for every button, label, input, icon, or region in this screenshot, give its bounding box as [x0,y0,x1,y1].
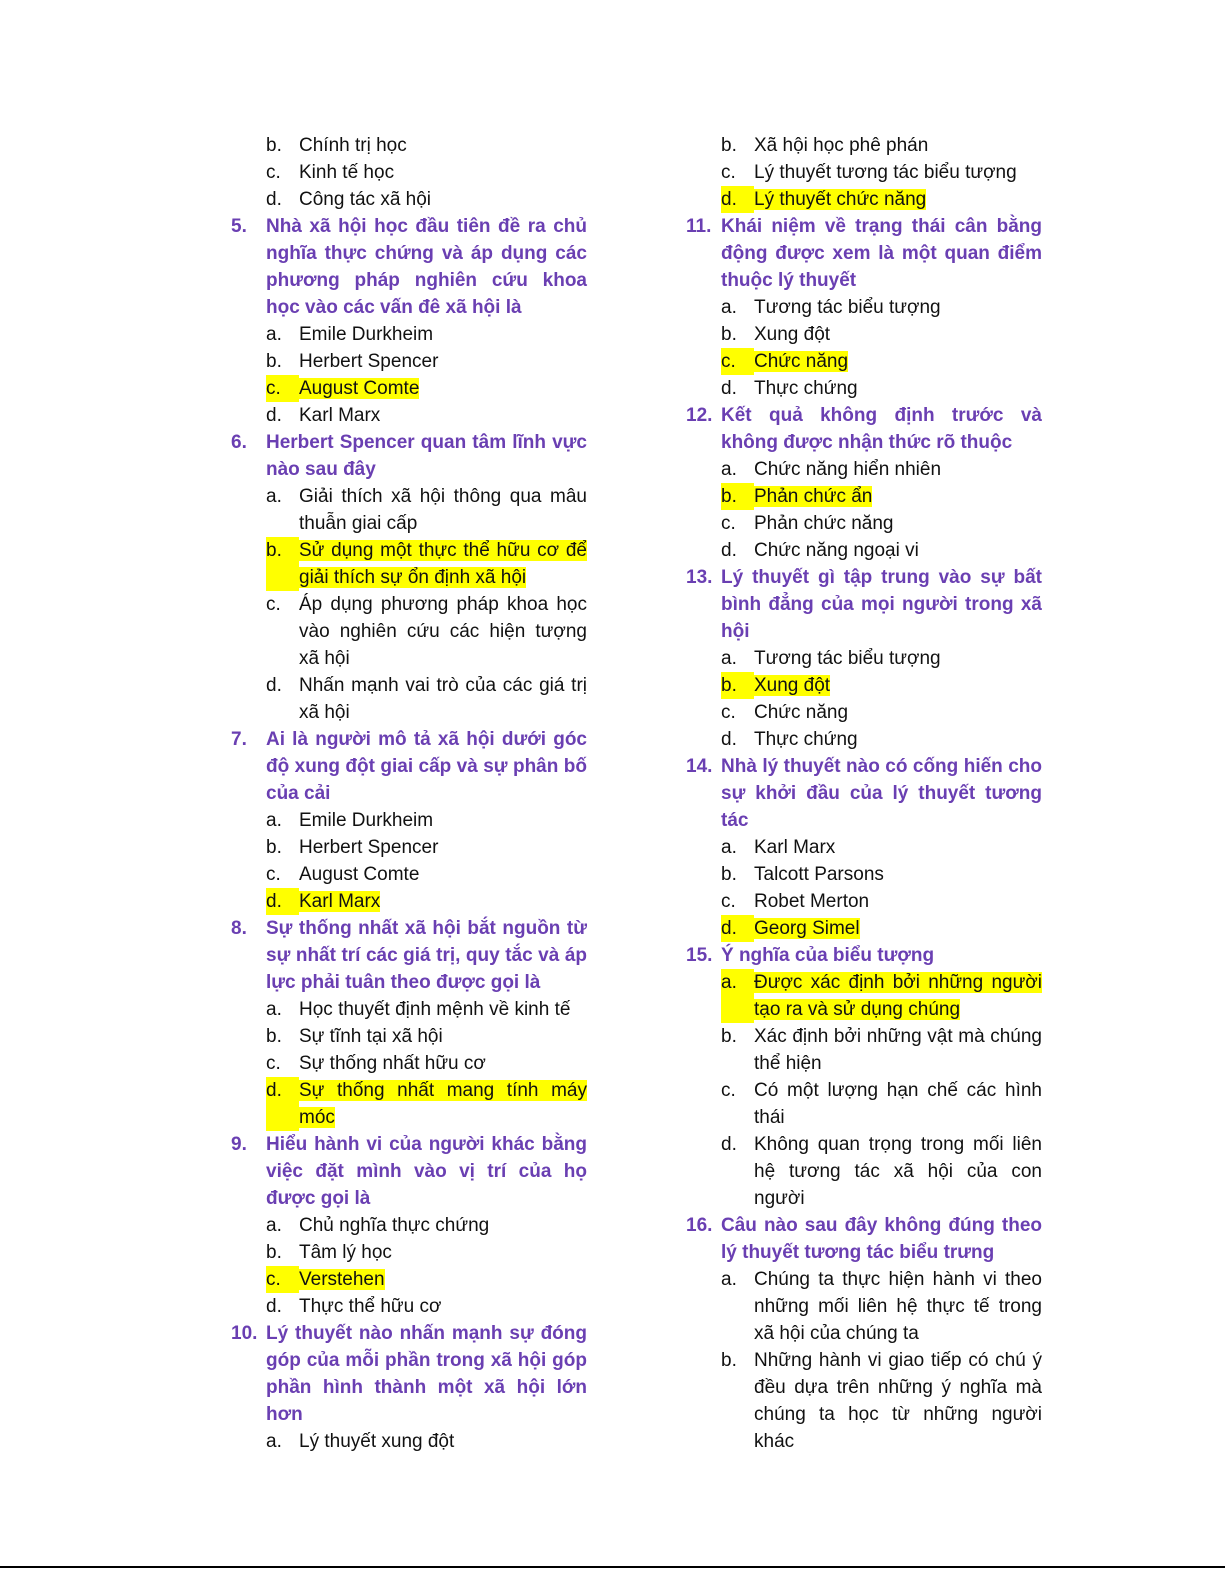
option-text-wrap [299,996,587,1023]
option-letter: b. [266,135,282,156]
question [686,213,1042,294]
option-text-wrap [299,861,587,888]
option-letter: d. [266,675,282,696]
question [686,753,1042,834]
option-text-wrap [754,456,1042,483]
question-text: Nhà lý thuyết nào có cống hiến cho sự khởi đầu của lý thuyết tương tác [721,756,1042,831]
option-text-wrap [754,1347,1042,1455]
answer-option [686,861,1042,888]
answer-option-highlighted [231,888,587,915]
option-text-wrap [754,915,1042,942]
option-letter: b. [266,351,282,372]
answer-option-highlighted [686,483,1042,510]
option-text: Tâm lý học [299,1242,392,1263]
option-text-wrap [299,1293,587,1320]
option-letter: b. [266,1242,282,1263]
option-letter: d. [266,1077,299,1131]
question-number: 16. [686,1215,713,1236]
question-number: 7. [231,729,247,750]
answer-option [686,1131,1042,1212]
answer-option [231,1428,587,1455]
question-number: 14. [686,756,713,777]
option-text: Áp dụng phương pháp khoa học vào nghiên cứu các hiện tượng xã hội [299,594,587,669]
option-text-wrap [299,159,587,186]
option-letter: c. [266,1053,281,1074]
option-text: Karl Marx [754,837,836,858]
option-letter: d. [721,915,754,942]
answer-option [231,186,587,213]
answer-option-highlighted [686,186,1042,213]
option-letter: c. [266,594,281,615]
answer-option [686,510,1042,537]
question-text: Ý nghĩa của biểu tượng [721,945,935,966]
option-text-wrap [754,1131,1042,1212]
option-text-wrap [299,807,587,834]
answer-option [231,834,587,861]
option-letter: c. [721,162,736,183]
option-text-wrap [299,402,587,429]
option-text-wrap [299,1050,587,1077]
option-text: Được xác định bởi những người tạo ra và sử dụng chúng [754,972,1042,1020]
option-text: Giải thích xã hội thông qua mâu thuẫn giai cấp [299,486,587,534]
option-text-wrap [299,1212,587,1239]
option-letter: b. [721,672,754,699]
option-text: Talcott Parsons [754,864,884,885]
option-text-wrap [754,294,1042,321]
option-text: Robet Merton [754,891,870,912]
option-letter: a. [266,1215,282,1236]
answer-option [231,1212,587,1239]
option-text-wrap [299,672,587,726]
option-letter: c. [721,1080,736,1101]
option-text: Herbert Spencer [299,837,439,858]
option-letter: a. [721,297,737,318]
option-letter: b. [266,1026,282,1047]
answer-option [231,861,587,888]
option-text-wrap [754,1023,1042,1077]
option-text: Công tác xã hội [299,189,432,210]
answer-option [231,996,587,1023]
answer-option [686,1023,1042,1077]
option-text: Xung đột [754,675,831,696]
question [231,213,587,321]
option-text-wrap [754,861,1042,888]
question-number: 11. [686,216,712,237]
question-number: 10. [231,1323,258,1344]
option-letter: d. [721,540,737,561]
option-letter: a. [721,459,737,480]
question [686,564,1042,645]
option-text: August Comte [299,378,420,399]
option-text: Thực chứng [754,729,858,750]
answer-option [231,348,587,375]
option-letter: a. [266,486,282,507]
option-text: Chức năng [754,702,849,723]
option-text-wrap [754,1266,1042,1347]
option-text: Sự thống nhất mang tính máy móc [299,1080,587,1128]
left-column [231,132,587,1455]
option-text: Tương tác biểu tượng [754,297,941,318]
answer-option [686,456,1042,483]
option-text-wrap [754,348,1042,375]
option-text-wrap [299,186,587,213]
answer-option [686,645,1042,672]
option-text: Tương tác biểu tượng [754,648,941,669]
option-text: Chức năng [754,351,849,372]
option-text: Chính trị học [299,135,407,156]
option-letter: d. [721,378,737,399]
option-text-wrap [299,1077,587,1131]
answer-option [231,132,587,159]
option-letter: a. [266,324,282,345]
option-text: Chúng ta thực hiện hành vi theo những mối liên hệ thực tế trong xã hội của chúng ta [754,1269,1042,1344]
answer-option [231,591,587,672]
option-text: Thực thể hữu cơ [299,1296,442,1317]
option-text-wrap [754,645,1042,672]
option-text: Karl Marx [299,405,381,426]
answer-option [231,672,587,726]
option-text: Học thuyết định mệnh về kinh tế [299,999,571,1020]
option-letter: d. [266,405,282,426]
option-text-wrap [754,132,1042,159]
option-letter: d. [721,186,754,213]
option-letter: c. [266,375,299,402]
option-text-wrap [754,321,1042,348]
option-text: Thực chứng [754,378,858,399]
answer-option [231,321,587,348]
option-letter: c. [721,348,754,375]
answer-option [686,132,1042,159]
option-letter: d. [266,888,299,915]
question [686,1212,1042,1266]
question [686,942,1042,969]
answer-option-highlighted [686,672,1042,699]
option-letter: b. [721,135,737,156]
answer-option [686,888,1042,915]
option-text: Chủ nghĩa thực chứng [299,1215,490,1236]
option-letter: b. [266,537,299,591]
option-letter: a. [266,999,282,1020]
option-text-wrap [299,1023,587,1050]
question [231,726,587,807]
option-text-wrap [754,888,1042,915]
option-letter: b. [721,1026,737,1047]
option-text-wrap [754,483,1042,510]
answer-option-highlighted [686,915,1042,942]
question-text: Lý thuyết gì tập trung vào sự bất bình đẳng của mọi người trong xã hội [721,567,1042,642]
answer-option-highlighted [231,375,587,402]
option-text: Sử dụng một thực thể hữu cơ để giải thích sự ổn định xã hội [299,540,587,588]
question-text: Hiểu hành vi của người khác bằng việc đặt mình vào vị trí của họ được gọi là [266,1134,587,1209]
answer-option [686,1266,1042,1347]
option-text-wrap [299,321,587,348]
option-text-wrap [754,726,1042,753]
option-text: Lý thuyết chức năng [754,189,927,210]
option-letter: d. [721,729,737,750]
option-text-wrap [754,969,1042,1023]
answer-option [231,1050,587,1077]
question-number: 5. [231,216,247,237]
option-text-wrap [754,159,1042,186]
answer-option-highlighted [686,969,1042,1023]
option-text-wrap [299,888,587,915]
answer-option-highlighted [231,1266,587,1293]
answer-option [686,321,1042,348]
question-number: 12. [686,405,713,426]
option-text: Kinh tế học [299,162,395,183]
option-text-wrap [299,375,587,402]
question-text: Sự thống nhất xã hội bắt nguồn từ sự nhất trí các giá trị, quy tắc và áp lực phải tuân theo được gọi là [266,918,587,993]
answer-option [686,375,1042,402]
question-text: Khái niệm về trạng thái cân bằng động được xem là một quan điểm thuộc lý thuyết [721,216,1042,291]
option-text: Emile Durkheim [299,810,434,831]
question-number: 8. [231,918,247,939]
option-text: Xung đột [754,324,831,345]
option-text: Chức năng ngoại vi [754,540,919,561]
option-letter: b. [721,864,737,885]
answer-option [231,402,587,429]
option-text: Không quan trọng trong mối liên hệ tương tác xã hội của con người [754,1134,1042,1209]
option-text-wrap [754,186,1042,213]
answer-option [231,807,587,834]
option-text-wrap [754,375,1042,402]
option-letter: b. [721,324,737,345]
option-text: Phản chức năng [754,513,894,534]
option-letter: c. [266,864,281,885]
option-text: Verstehen [299,1269,385,1290]
option-text-wrap [754,510,1042,537]
option-text: Georg Simel [754,918,860,939]
option-text-wrap [299,348,587,375]
option-text: Xác định bởi những vật mà chúng thể hiện [754,1026,1042,1074]
option-text: Sự tĩnh tại xã hội [299,1026,443,1047]
option-text: Lý thuyết tương tác biểu tượng [754,162,1017,183]
option-text: Xã hội học phê phán [754,135,929,156]
option-text: Sự thống nhất hữu cơ [299,1053,486,1074]
option-letter: c. [721,702,736,723]
answer-option [686,1347,1042,1455]
option-text-wrap [754,699,1042,726]
question-text: Lý thuyết nào nhấn mạnh sự đóng góp của mỗi phần trong xã hội góp phần hình thành một xã hội lớn hơn [266,1323,587,1425]
option-text: Nhấn mạnh vai trò của các giá trị xã hội [299,675,587,723]
option-letter: c. [721,891,736,912]
question-number: 6. [231,432,247,453]
question-number: 13. [686,567,713,588]
answer-option [686,726,1042,753]
answer-option [231,1023,587,1050]
answer-option [231,1293,587,1320]
option-text: Karl Marx [299,891,381,912]
option-letter: b. [721,1350,737,1371]
answer-option [231,159,587,186]
option-letter: d. [266,189,282,210]
question-text: Nhà xã hội học đầu tiên đề ra chủ nghĩa thực chứng và áp dụng các phương pháp nghiên cứu khoa học vào các vấn đê xã hội là [266,216,587,318]
question [231,429,587,483]
option-text: August Comte [299,864,420,885]
question [231,915,587,996]
answer-option [231,483,587,537]
question [231,1320,587,1428]
option-letter: a. [721,969,754,1023]
option-text: Chức năng hiển nhiên [754,459,942,480]
question-text: Herbert Spencer quan tâm lĩnh vực nào sau đây [266,432,587,480]
answer-option [686,537,1042,564]
right-column [686,132,1042,1455]
answer-option [686,1077,1042,1131]
option-letter: d. [266,1296,282,1317]
answer-option [686,159,1042,186]
option-text: Lý thuyết xung đột [299,1431,455,1452]
option-text-wrap [299,591,587,672]
answer-option-highlighted [231,1077,587,1131]
answer-option [686,699,1042,726]
option-letter: c. [721,513,736,534]
option-text-wrap [754,834,1042,861]
question [686,402,1042,456]
option-letter: b. [721,483,754,510]
option-text-wrap [299,483,587,537]
option-letter: c. [266,1266,299,1293]
answer-option-highlighted [686,348,1042,375]
question-text: Ai là người mô tả xã hội dưới góc độ xung đột giai cấp và sự phân bố của cải [266,729,587,804]
option-text: Herbert Spencer [299,351,439,372]
option-text-wrap [299,1428,587,1455]
option-text: Những hành vi giao tiếp có chú ý đều dựa trên những ý nghĩa mà chúng ta học từ những người khác [754,1350,1042,1452]
answer-option [231,1239,587,1266]
question-number: 15. [686,945,713,966]
option-text-wrap [299,1239,587,1266]
option-text: Emile Durkheim [299,324,434,345]
question-text: Kết quả không định trước và không được nhận thức rõ thuộc [721,405,1042,453]
option-letter: a. [721,648,737,669]
option-letter: b. [266,837,282,858]
option-letter: d. [721,1134,737,1155]
option-letter: a. [721,837,737,858]
page-bottom-border [0,1566,1225,1568]
option-text-wrap [299,537,587,591]
answer-option-highlighted [231,537,587,591]
option-text-wrap [299,1266,587,1293]
option-letter: c. [266,162,281,183]
answer-option [686,294,1042,321]
option-text-wrap [754,1077,1042,1131]
question [231,1131,587,1212]
option-text: Phản chức ẩn [754,486,873,507]
option-text-wrap [754,537,1042,564]
option-text-wrap [754,672,1042,699]
option-letter: a. [266,810,282,831]
option-letter: a. [266,1431,282,1452]
option-text: Có một lượng hạn chế các hình thái [754,1080,1042,1128]
option-text-wrap [299,132,587,159]
question-number: 9. [231,1134,247,1155]
option-text-wrap [299,834,587,861]
option-letter: a. [721,1269,737,1290]
answer-option [686,834,1042,861]
question-text: Câu nào sau đây không đúng theo lý thuyết tương tác biểu trưng [721,1215,1042,1263]
